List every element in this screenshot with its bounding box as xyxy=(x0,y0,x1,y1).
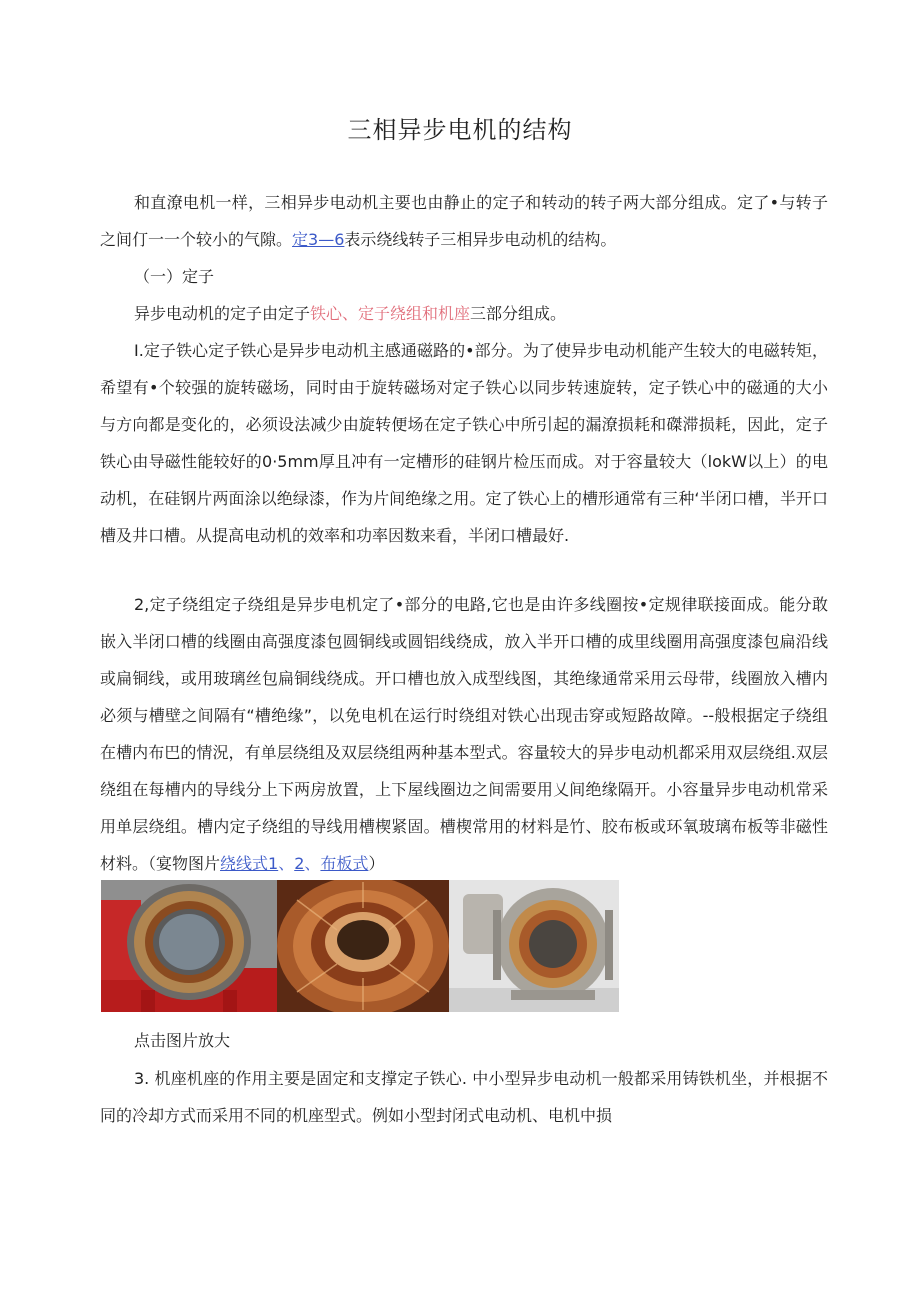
frame-paragraph: 3. 机座机座的作用主要是固定和支撑定子铁心. 中小型异步电动机一般都采用铸铁机坐，并根据不同的冷却方式而采用不同的机座型式。例如小型封闭式电动机、电机中损 xyxy=(100,1069,828,1125)
stator-intro-paragraph xyxy=(100,295,828,332)
photo-link-wound-2[interactable]: 2 xyxy=(294,854,305,873)
stator-photo-1[interactable] xyxy=(101,880,277,1012)
photo-link-wound-1[interactable]: 绕线式1 xyxy=(220,854,279,873)
page-title: 三相异步电机的结构 xyxy=(347,116,573,144)
stator-photo-3[interactable] xyxy=(449,880,619,1012)
intro-text-1: 和直潦电机一样，三相异步电动机主要也由静止的定子和转动的转子两大部分组成。定了•与转子之间仃一一个较小的气隙。 xyxy=(100,193,828,249)
intro-paragraph xyxy=(100,184,828,258)
stator-core-paragraph: I.定子铁心定子铁心是异步电动机主感通磁路的•部分。为了使异步电动机能产生较大的电磁转矩，希望有•个较强的旋转磁场，同时由于旋转磁场对定子铁心以同步转速旋转，定子铁心中的磁通的大小与方向都是变化的，必须设法减少由旋转便场在定子铁心中所引起的漏潦损耗和磔滞损耗，因此，定子铁心由导磁性能较好的0·5mm厚且冲有一定槽形的硅钢片检压而成。对于容量较大（lokW以上）的电动机，在硅钢片两面涂以绝绿漆，作为片间绝缘之用。定了铁心上的槽形通常有三种‘半闭口槽，半开口槽及井口槽。从提高电动机的效率和功率因数来看，半闭口槽最好. xyxy=(100,341,828,545)
intro-text-2: 表示绕线转子三相异步电动机的结构。 xyxy=(344,230,617,249)
figure-link-3-6[interactable]: 定3—6 xyxy=(292,230,345,249)
photo-link-cloth-board[interactable]: 布板式 xyxy=(320,854,369,873)
stator-photo-2[interactable] xyxy=(277,880,449,1012)
photo-caption: 点击图片放大 xyxy=(134,1031,231,1050)
stator-parts-highlight: 铁心、定子绕组和机座 xyxy=(310,304,471,323)
stator-winding-text-end: ） xyxy=(368,854,385,873)
photo-link-sep-2: 、 xyxy=(304,854,321,873)
stator-winding-text: 2,定子绕组定子绕组是异步电机定了•部分的电路,它也是由许多线圈按•定规律联接面成。能分敢嵌入半闭口槽的线圈由高强度漆包圆铜线或圆铝线绕成，放入半开口槽的成里线圈用高强度漆包扁沿线或扁铜线，或用玻璃丝包扁铜线绕成。开口槽也放入成型线图，其绝缘通常采用云母带，线圈放入槽内必须与槽壁之间隔有“槽绝缘”，以免电机在运行时绕组对铁心出现击穿或短路故障。--般根据定子绕组在槽内布巴的情況，有单层绕组及双层绕组两种基本型式。容量较大的异步电动机都采用双层绕组.双层绕组在每槽内的导线分上下两房放置，上下屋线圈边之间需要用乂间绝缘隔开。小容量异步电动机常采用单层绕组。槽内定子绕组的导线用槽楔紧固。槽楔常用的材料是竹、胶布板或环氧玻璃布板等非磁性材料。（宴物图片 xyxy=(100,595,828,873)
stator-intro-text-2: 三部分组成。 xyxy=(470,304,567,323)
stator-winding-paragraph xyxy=(100,586,828,882)
section-heading-stator: （一）定子 xyxy=(134,267,215,286)
stator-photo-strip xyxy=(101,880,619,1012)
stator-intro-text-1: 异步电动机的定子由定子 xyxy=(134,304,311,323)
photo-link-sep-1: 、 xyxy=(278,854,295,873)
